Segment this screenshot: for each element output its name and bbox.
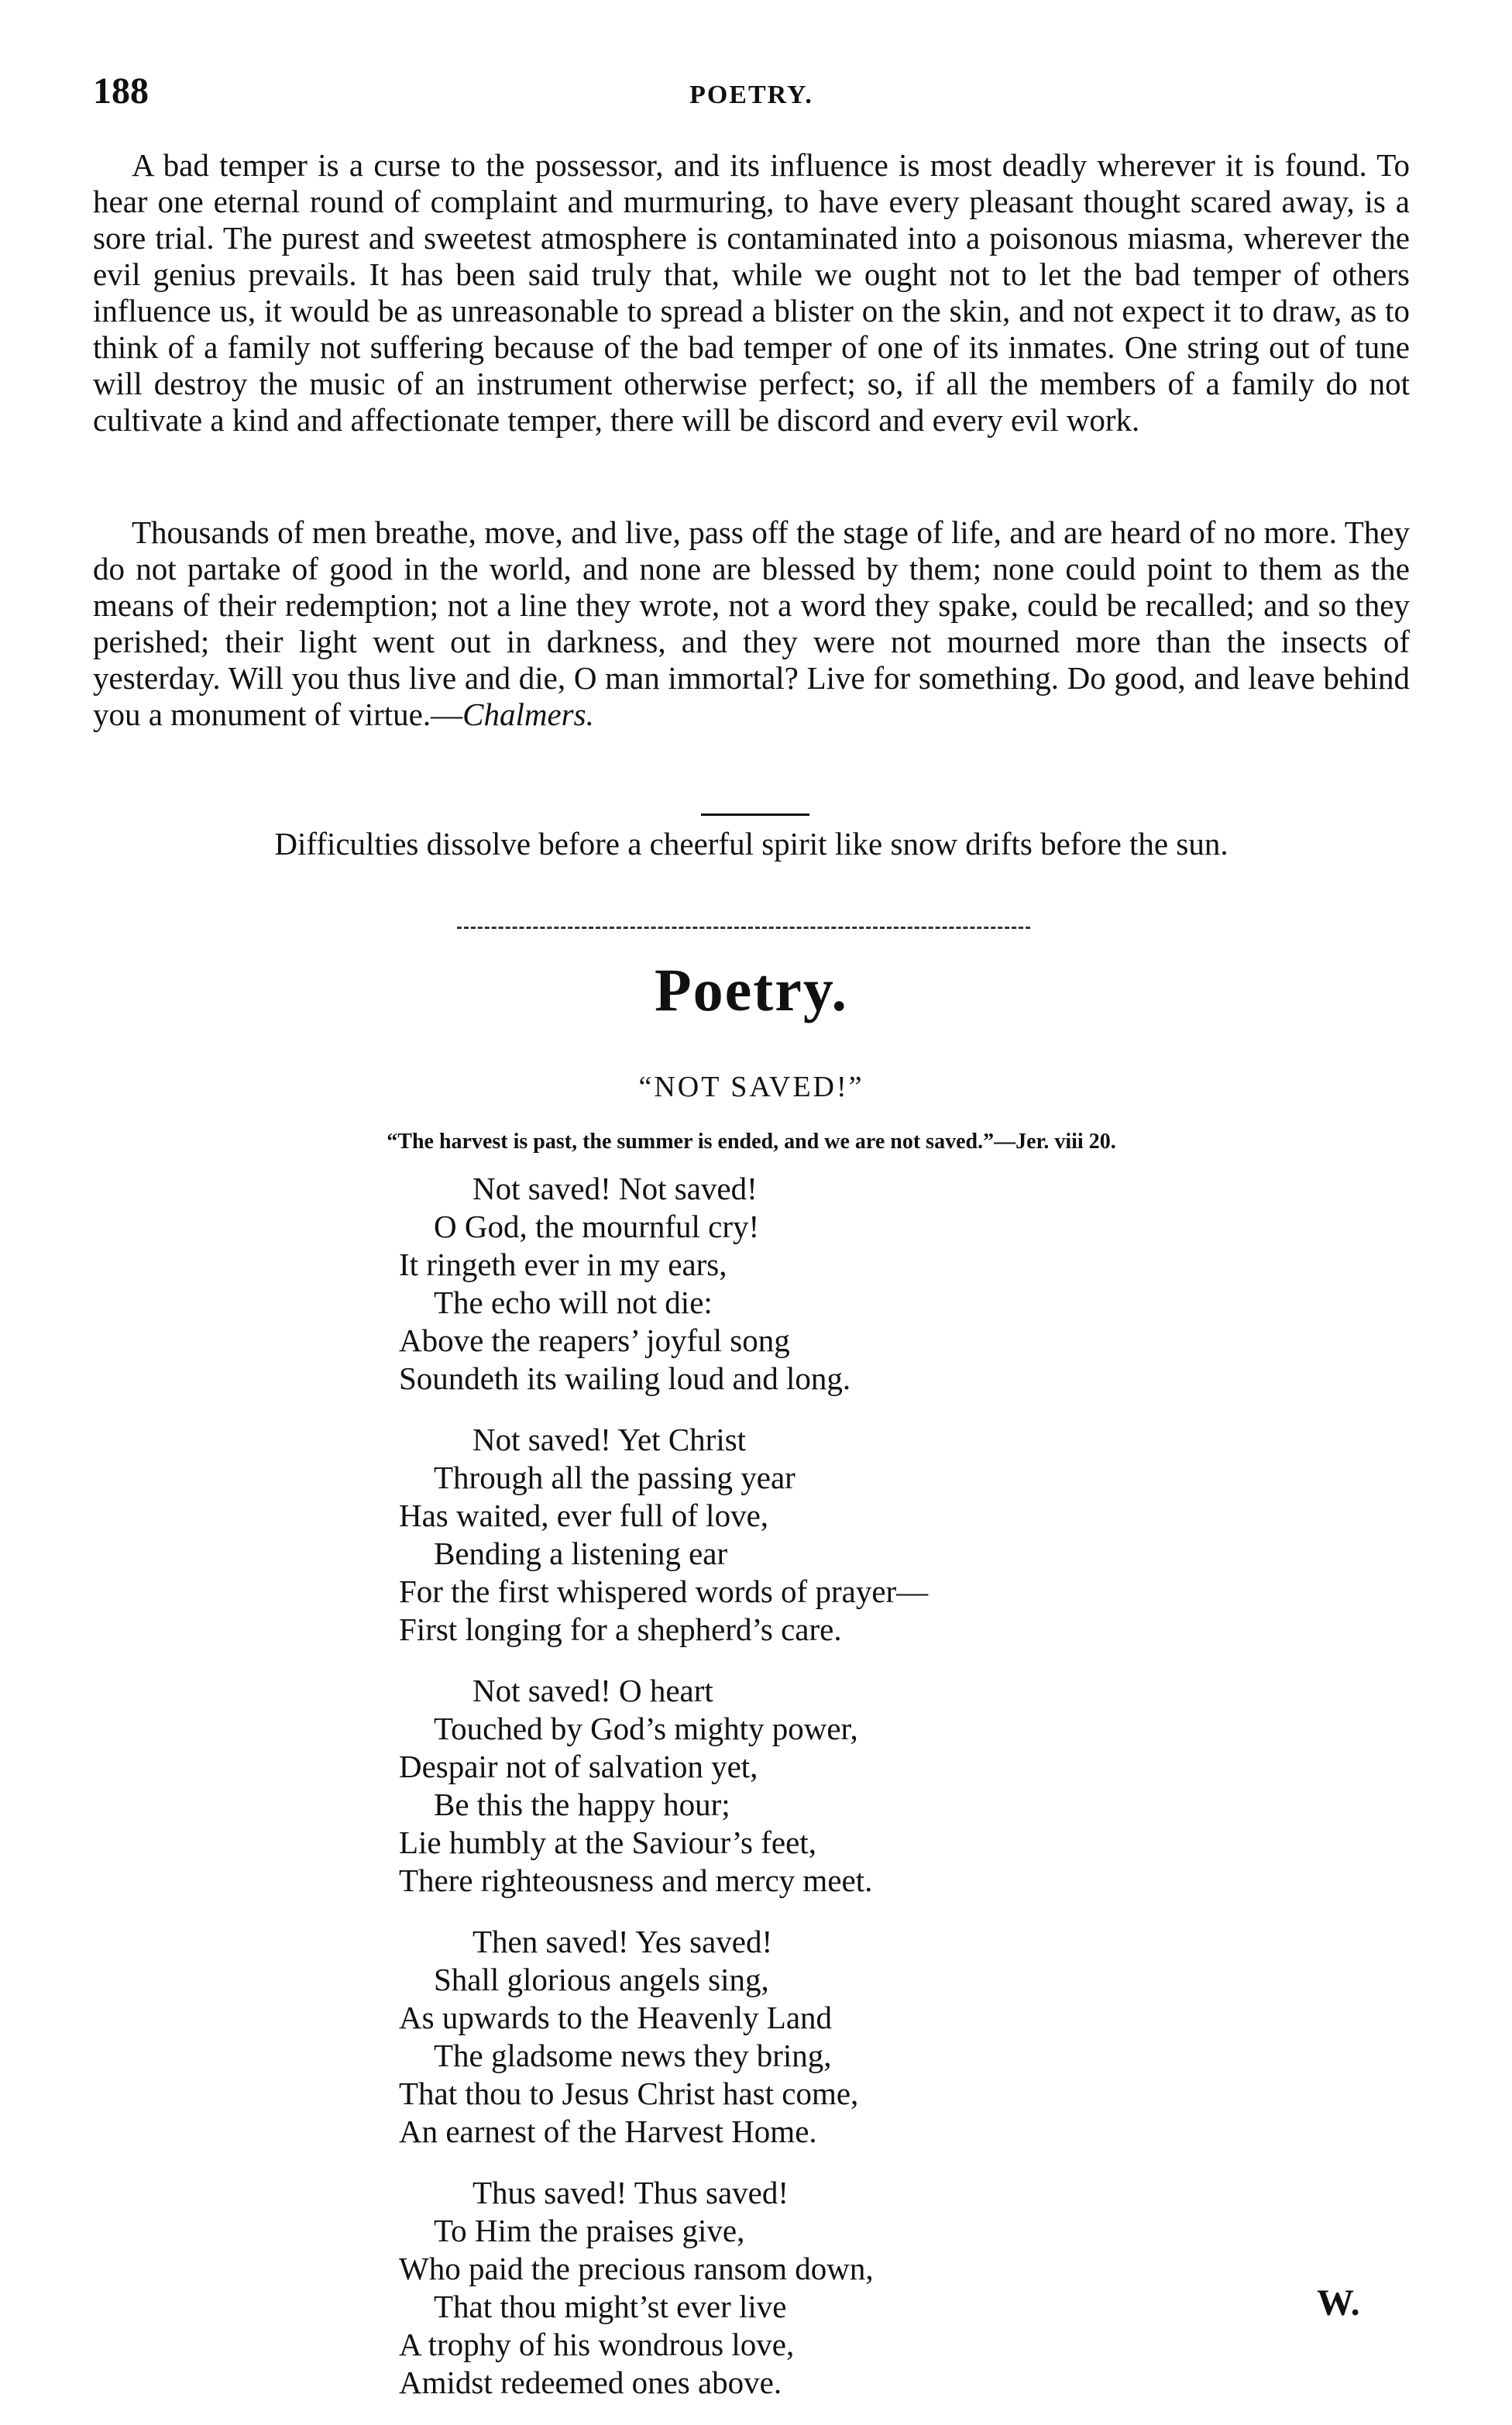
poem-line: Touched by God’s mighty power, xyxy=(434,1711,858,1746)
running-title: POETRY. xyxy=(689,81,813,109)
poem-line: Be this the happy hour; xyxy=(434,1787,730,1822)
poem-line: Shall glorious angels sing, xyxy=(434,1962,769,1997)
stanza-3 xyxy=(399,1672,1174,1900)
poem-line: Bending a listening ear xyxy=(434,1536,728,1571)
poem-line: For the first whispered words of prayer— xyxy=(399,1574,929,1609)
poem-line: Who paid the precious ransom down, xyxy=(399,2251,874,2286)
poem-line: Through all the passing year xyxy=(434,1460,796,1495)
poem-line: Has waited, ever full of love, xyxy=(399,1498,769,1533)
poem-line: Despair not of salvation yet, xyxy=(399,1749,758,1784)
poem-line: It ringeth ever in my ears, xyxy=(399,1247,727,1282)
poem-line: That thou might’st ever live xyxy=(434,2289,787,2324)
stanza-1 xyxy=(399,1170,1174,1398)
poem-line: Soundeth its wailing loud and long. xyxy=(399,1360,851,1396)
poem-line: Not saved! Not saved! xyxy=(472,1171,758,1206)
stanza-5 xyxy=(399,2174,1174,2402)
page-number: 188 xyxy=(93,71,149,112)
poem-line: Not saved! O heart xyxy=(472,1673,713,1708)
poem-line: An earnest of the Harvest Home. xyxy=(399,2114,817,2149)
maxim-line: Difficulties dissolve before a cheerful spirit like snow drifts before the sun. xyxy=(274,826,1228,862)
poem-line: Lie humbly at the Saviour’s feet, xyxy=(399,1825,816,1860)
poem-line: First longing for a shepherd’s care. xyxy=(399,1612,842,1647)
poem-title: “NOT SAVED!” xyxy=(638,1071,864,1103)
section-title: Poetry. xyxy=(654,956,849,1023)
poem-line: Then saved! Yes saved! xyxy=(472,1924,773,1959)
stanza-4 xyxy=(399,1923,1174,2151)
stanza-2 xyxy=(399,1421,1174,1649)
author-attribution: Chalmers. xyxy=(462,697,594,732)
running-head xyxy=(93,70,1410,116)
dashed-divider xyxy=(457,927,1030,929)
poem-epigraph: “The harvest is past, the summer is ended, and we are not saved.”—Jer. viii 20. xyxy=(387,1130,1116,1154)
poem-line: Above the reapers’ joyful song xyxy=(399,1323,790,1358)
poem-line: As upwards to the Heavenly Land xyxy=(399,2000,833,2035)
poem-signature: W. xyxy=(1317,2282,1360,2324)
poem-line: The echo will not die: xyxy=(434,1285,713,1320)
paragraph-thousands-of-men xyxy=(93,514,1410,733)
paragraph-text: A bad temper is a curse to the possessor, and its influence is most deadly wherever it is found. To hear one eternal round of complaint and murmuring, to have every pleasant thought scared away, is a sore trial. The purest and sweetest atmosphere is contaminated into a poisonous miasma, wherever the evil genius prevails. It has been said truly that, while we ought not to let the bad temper of others influence us, it would be as unreasonable to spread a blister on the skin, and not expect it to draw, as to think of a family not suffering because of the bad temper of one of its inmates. One string out of tune will destroy the music of an instrument otherwise perfect; so, if all the members of a family do not cultivate a kind and affectionate temper, there will be discord and every evil work. xyxy=(93,147,1410,438)
poem-body xyxy=(399,1170,1174,2425)
poem-line: The gladsome news they bring, xyxy=(434,2038,832,2073)
poem-line: O God, the mournful cry! xyxy=(434,1209,760,1244)
poem-line: A trophy of his wondrous love, xyxy=(399,2327,795,2362)
poem-line: Not saved! Yet Christ xyxy=(472,1422,747,1457)
poem-line: Thus saved! Thus saved! xyxy=(472,2175,789,2210)
poem-line: That thou to Jesus Christ hast come, xyxy=(399,2076,859,2111)
paragraph-body: Thousands of men breathe, move, and live, pass off the stage of life, and are heard of no more. They do not partake of good in the world, and none are blessed by them; none could point to them as the means of their redemption; not a line they wrote, not a word they spake, could be recalled; and so they perished; their light went out in darkness, and they were not mourned more than the insects of yesterday. Will you thus live and die, O man immortal? Live for something. Do good, and leave behind you a monument of virtue.— xyxy=(93,514,1410,732)
poem-line: To Him the praises give, xyxy=(434,2213,745,2248)
paragraph-bad-temper xyxy=(93,147,1410,439)
paragraph-text xyxy=(93,514,1410,733)
poem-line: There righteousness and mercy meet. xyxy=(399,1863,873,1898)
short-divider xyxy=(701,813,809,816)
poem-line: Amidst redeemed ones above. xyxy=(399,2365,782,2400)
